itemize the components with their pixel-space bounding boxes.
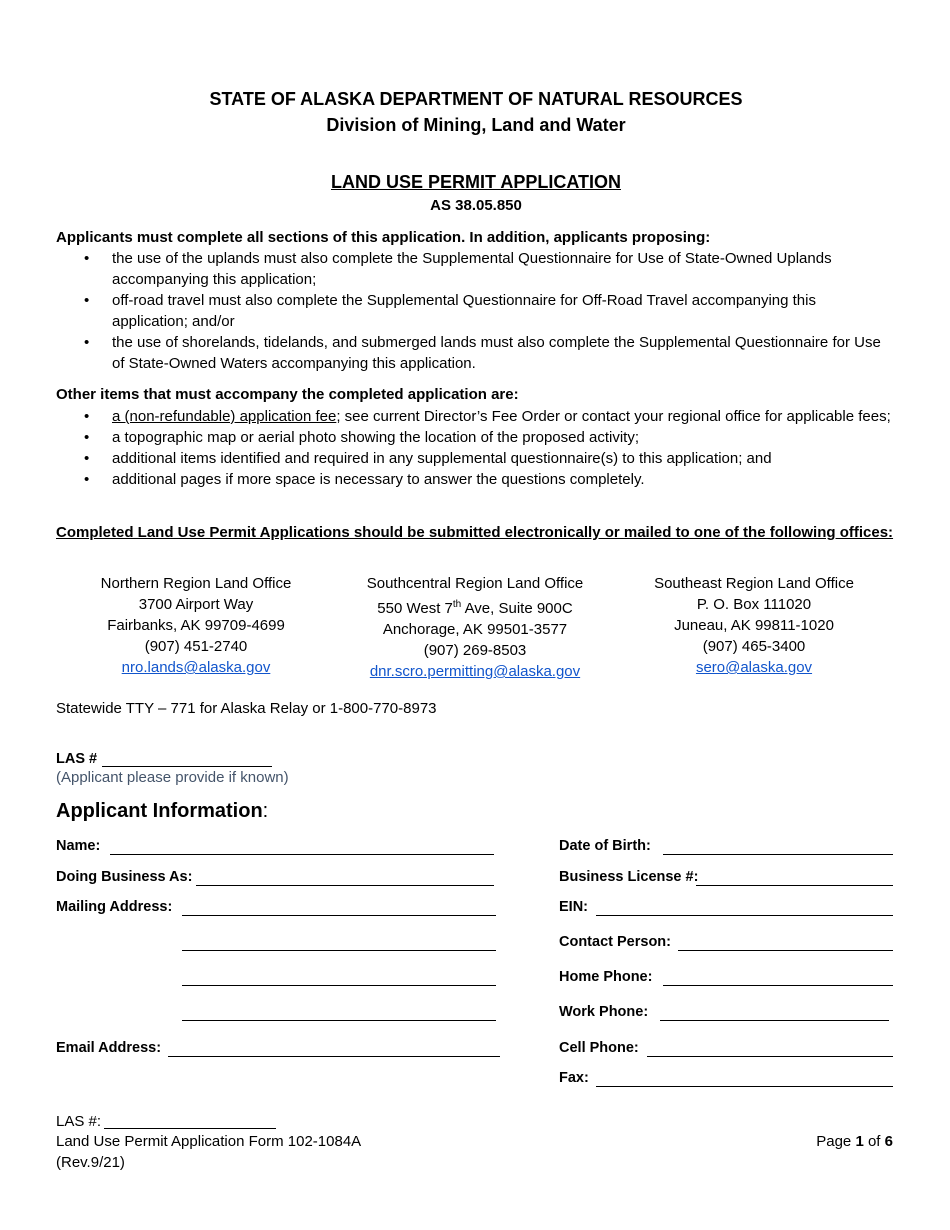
dba-label: Doing Business As: [56,869,193,885]
home-phone-label: Home Phone: [559,969,653,985]
office-email-link[interactable]: nro.lands@alaska.gov [121,659,271,676]
agency-title: STATE OF ALASKA DEPARTMENT OF NATURAL RESOURCES [209,89,743,109]
applicant-heading [56,800,268,823]
office-name: Southeast Region Land Office [654,575,854,592]
fax-input[interactable] [596,1072,893,1087]
office-city: Fairbanks, AK 99709-4699 [107,617,285,634]
page-number [816,1131,893,1152]
instructions-intro: Applicants must complete all sections of this application. In addition, applicants proposing: [56,229,711,246]
work-phone-input[interactable] [660,1006,889,1021]
list-item: • the use of shorelands, tidelands, and submerged lands must also complete the Supplemental Questionnaire for Use of State-Owned Waters accompanying this application. [56,332,896,374]
work-phone-label: Work Phone: [559,1004,649,1020]
office-name: Northern Region Land Office [100,575,292,592]
fee-text: ; see current Director’s Fee Order or contact your regional office for applicable fees; [336,408,891,425]
other-items-heading: Other items that must accompany the completed application are: [56,386,519,403]
cell-phone-input[interactable] [647,1042,893,1057]
las-input[interactable] [102,752,272,767]
business-license-input[interactable] [696,871,893,886]
office-southeast [619,573,889,678]
statute: AS 38.05.850 [430,197,522,214]
division-title: Division of Mining, Land and Water [326,115,626,135]
mailing-address-input-1[interactable] [182,901,496,916]
office-southcentral [340,573,610,682]
list-item: • additional pages if more space is necessary to answer the questions completely. [56,469,896,490]
dob-label: Date of Birth: [559,838,651,854]
tty-note: Statewide TTY – 771 for Alaska Relay or 1-800-770-8973 [56,700,437,717]
las-hint: (Applicant please provide if known) [56,769,289,786]
address-superscript: th [452,599,462,610]
form-page [56,0,896,1230]
office-city: Juneau, AK 99811-1020 [674,617,834,634]
office-phone: (907) 451-2740 [144,638,248,655]
contact-person-label: Contact Person: [559,934,671,950]
office-email-link[interactable]: dnr.scro.permitting@alaska.gov [369,663,581,680]
form-title: LAND USE PERMIT APPLICATION [330,172,621,192]
ein-input[interactable] [596,901,893,916]
las-label: LAS # [56,751,98,767]
list-item [56,406,896,427]
mailing-address-label: Mailing Address: [56,899,173,915]
list-item: • off-road travel must also complete the Supplemental Questionnaire for Off-Road Travel accompanying this application; and/or [56,290,896,332]
other-items-list [56,406,896,490]
email-address-input[interactable] [168,1042,500,1057]
applicant-heading-text: Applicant Information [56,800,263,822]
mailing-address-input-4[interactable] [182,1006,496,1021]
address-part: Ave, Suite 900C [461,600,573,617]
list-item: • a topographic map or aerial photo showing the location of the proposed activity; [56,427,896,448]
name-input[interactable] [110,840,494,855]
contact-person-input[interactable] [678,936,893,951]
office-email-link[interactable]: sero@alaska.gov [695,659,813,676]
ein-label: EIN: [559,899,588,915]
business-license-label: Business License #: [559,869,699,885]
mailing-address-input-2[interactable] [182,936,496,951]
submission-note: Completed Land Use Permit Applications should be submitted electronically or mailed to one of the following offices: [56,524,894,541]
page-word: Page [816,1133,852,1150]
heading-colon: : [262,800,269,822]
office-name: Southcentral Region Land Office [366,575,584,592]
fax-label: Fax: [559,1070,589,1086]
page-current: 1 [855,1133,864,1150]
name-label: Name: [56,838,101,854]
office-address: 3700 Airport Way [138,596,254,613]
page-total: 6 [884,1133,893,1150]
address-part: 550 West 7 [377,600,453,617]
list-item: • additional items identified and required in any supplemental questionnaire(s) to this application; and [56,448,896,469]
dba-input[interactable] [196,871,494,886]
footer-las-input[interactable] [104,1114,276,1129]
home-phone-input[interactable] [663,971,893,986]
form-title-wrap [56,172,896,193]
fee-link[interactable]: a (non-refundable) application fee [112,408,337,425]
office-address: P. O. Box 111020 [696,596,812,613]
office-northern [61,573,331,678]
footer-form-name: Land Use Permit Application Form 102-1084A [56,1133,362,1150]
of-word: of [867,1133,881,1150]
cell-phone-label: Cell Phone: [559,1040,639,1056]
proposing-list [56,248,896,374]
email-address-label: Email Address: [56,1040,162,1056]
office-city: Anchorage, AK 99501-3577 [382,621,568,638]
mailing-address-input-3[interactable] [182,971,496,986]
dob-input[interactable] [663,840,893,855]
office-phone: (907) 269-8503 [423,642,527,659]
office-address [340,594,610,619]
footer-revision: (Rev.9/21) [56,1154,125,1171]
list-item: • the use of the uplands must also complete the Supplemental Questionnaire for Use of State-Owned Uplands accompanying this application; [56,248,896,290]
footer-las-label: LAS #: [56,1113,102,1130]
office-phone: (907) 465-3400 [702,638,806,655]
